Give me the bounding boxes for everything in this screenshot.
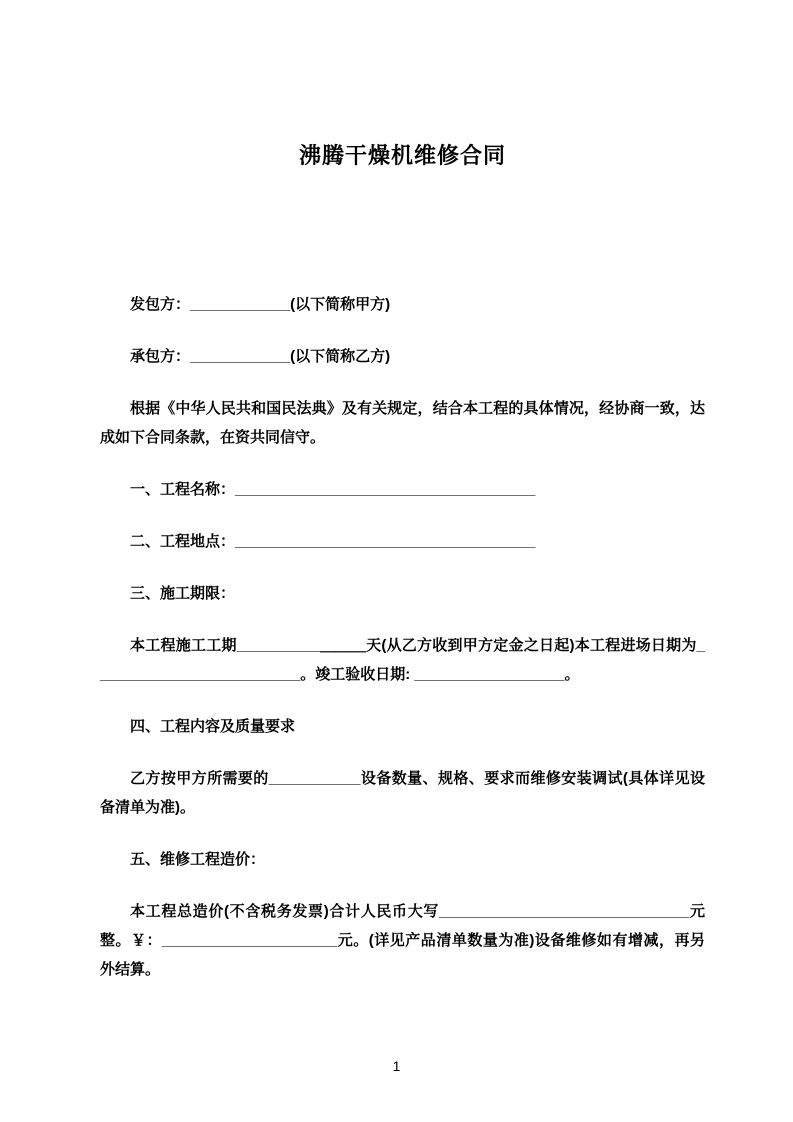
clause-4-body: 乙方按甲方所需要的___________设备数量、规格、要求而维修安装调试(具体详见设备清单为准)。 bbox=[100, 770, 705, 816]
clause-3-heading: 三、施工期限： bbox=[130, 585, 236, 602]
contract-title: 沸腾干燥机维修合同 bbox=[298, 143, 506, 168]
party-b-line: 承包方：____________(以下简称乙方) bbox=[130, 348, 391, 365]
clause-2-project-location: 二、工程地点：____________________________________ bbox=[130, 533, 536, 550]
clause-4-heading: 四、工程内容及质量要求 bbox=[130, 718, 296, 735]
party-a-line: 发包方：____________(以下简称甲方) bbox=[130, 296, 391, 313]
intro-paragraph: 根据《中华人民共和国民法典》及有关规定，结合本工程的具体情况，经协商一致，达成如下合同条款，在资共同信守。 bbox=[100, 400, 705, 446]
clause-1-project-name: 一、工程名称：____________________________________ bbox=[130, 481, 536, 498]
clause-5-heading: 五、维修工程造价： bbox=[130, 851, 266, 868]
page-number: 1 bbox=[392, 1058, 401, 1074]
clause-5-body: 本工程总造价(不含税务发票)合计人民币大写______________________________元整。￥：_____________________元。(详见产品清单数量为准)设备维修如有增减，再另外结算。 bbox=[100, 903, 705, 978]
clause-3-body: 本工程施工工期__________＿＿＿天(从乙方收到甲方定金之日起)本工程进场日期为_________________________。竣工验收日期: __________________。 bbox=[100, 637, 705, 683]
contract-body bbox=[100, 290, 705, 984]
